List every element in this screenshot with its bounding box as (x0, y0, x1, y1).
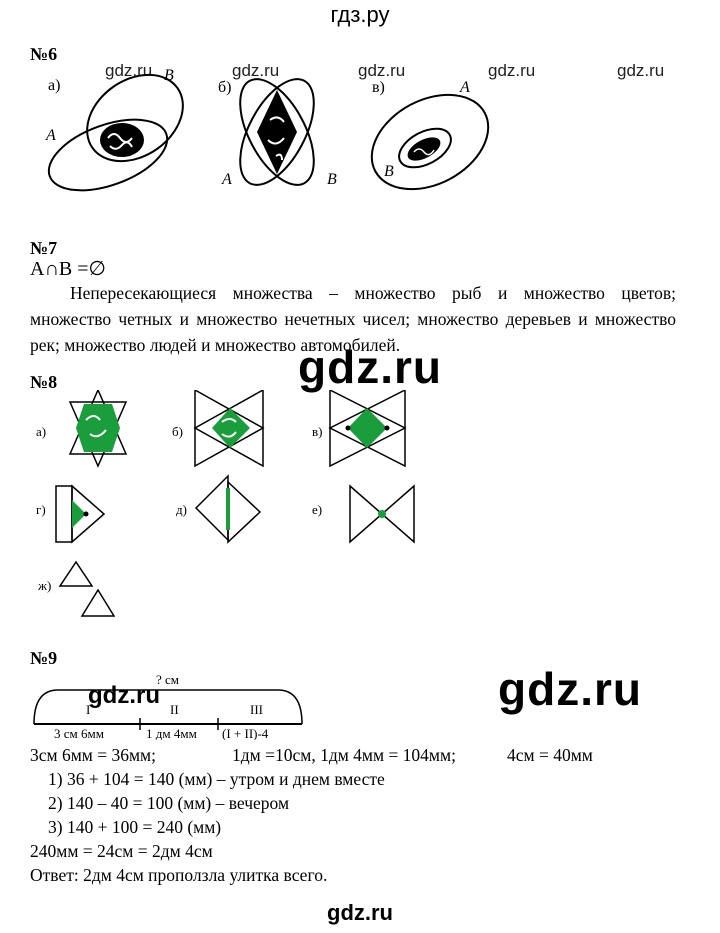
intersection-fill (212, 408, 250, 448)
task7-formula: A∩B =∅ (30, 258, 106, 280)
part-3-label: III (250, 702, 263, 717)
conversion-3: 4см = 40мм (507, 745, 593, 765)
triangle (82, 590, 114, 616)
conversion-2: 1дм =10см, 1дм 4мм = 104мм; (232, 745, 456, 765)
task8-label-g: г) (36, 502, 46, 517)
watermark-small: gdz.ru (232, 61, 280, 80)
segment-3-label: (I + II)-4 (222, 726, 269, 740)
conversion-1: 3см 6мм = 36мм; (30, 745, 156, 765)
intersection-point (378, 510, 386, 518)
triangle (228, 482, 260, 542)
task6-number: №6 (30, 44, 58, 64)
task8-label-b: б) (172, 424, 183, 439)
footer-watermark: gdz.ru (327, 900, 393, 925)
task6-venn-diagrams (0, 60, 720, 200)
task8-number: №8 (30, 372, 58, 392)
task8-label-zh: ж) (38, 578, 52, 593)
watermark-mid: gdz.ru (88, 682, 160, 709)
task8-label-e: е) (312, 502, 323, 517)
task8-label-a: а) (36, 424, 47, 439)
segment-1-label: 3 см 6мм (54, 726, 104, 740)
task7-number: №7 (30, 238, 58, 258)
watermark-small: gdz.ru (105, 61, 153, 80)
rectangle (56, 486, 72, 542)
watermark-big: gdz.ru (298, 341, 442, 393)
set-label-b: B (384, 163, 394, 180)
set-label-b: B (164, 67, 174, 84)
watermark-big: gdz.ru (498, 663, 642, 715)
solution-step: 2) 140 – 40 = 100 (мм) – вечером (48, 793, 290, 813)
triangle (196, 476, 228, 540)
task9-number: №9 (30, 648, 58, 668)
result-line: 240мм = 24см = 2дм 4см (30, 841, 213, 861)
diagram-total-label: ? см (156, 672, 180, 687)
set-label-a: A (222, 171, 232, 188)
watermark-small: gdz.ru (617, 61, 665, 80)
watermark-small: gdz.ru (488, 61, 536, 80)
site-title: гдз.ру (330, 2, 390, 27)
solution-step: 1) 36 + 104 = 140 (мм) – утром и днем вместе (48, 769, 385, 789)
intersection-fill (348, 408, 387, 448)
set-label-a: A (46, 127, 56, 144)
watermark-small: gdz.ru (358, 61, 406, 80)
task6-label-v: в) (372, 79, 385, 96)
intersection-fill (76, 404, 120, 452)
triangle (60, 562, 92, 586)
set-label-b: B (327, 171, 337, 188)
task6-label-a: а) (48, 77, 61, 94)
task8-label-d: д) (176, 502, 187, 517)
task7-paragraph: Непересекающиеся множества – множество рыб и множество цветов; множество четных и множество нечетных чисел; множество деревьев и множество рек; множество людей и множество автомобилей. (30, 283, 676, 355)
set-label-a: A (460, 79, 470, 96)
triangle (382, 486, 414, 542)
task8-triangle-figures (0, 390, 720, 630)
intersection-fill (404, 133, 444, 166)
task8-label-v: в) (312, 424, 323, 439)
task6-label-b: б) (218, 79, 232, 96)
triangle (350, 486, 382, 542)
segment-2-label: 1 дм 4мм (146, 726, 197, 740)
part-2-label: II (170, 702, 179, 717)
task9-segment-diagram (28, 668, 328, 740)
solution-step: 3) 140 + 100 = 240 (мм) (48, 817, 222, 837)
answer-line: Ответ: 2дм 4см проползла улитка всего. (30, 865, 328, 885)
part-1-label: I (86, 702, 91, 717)
